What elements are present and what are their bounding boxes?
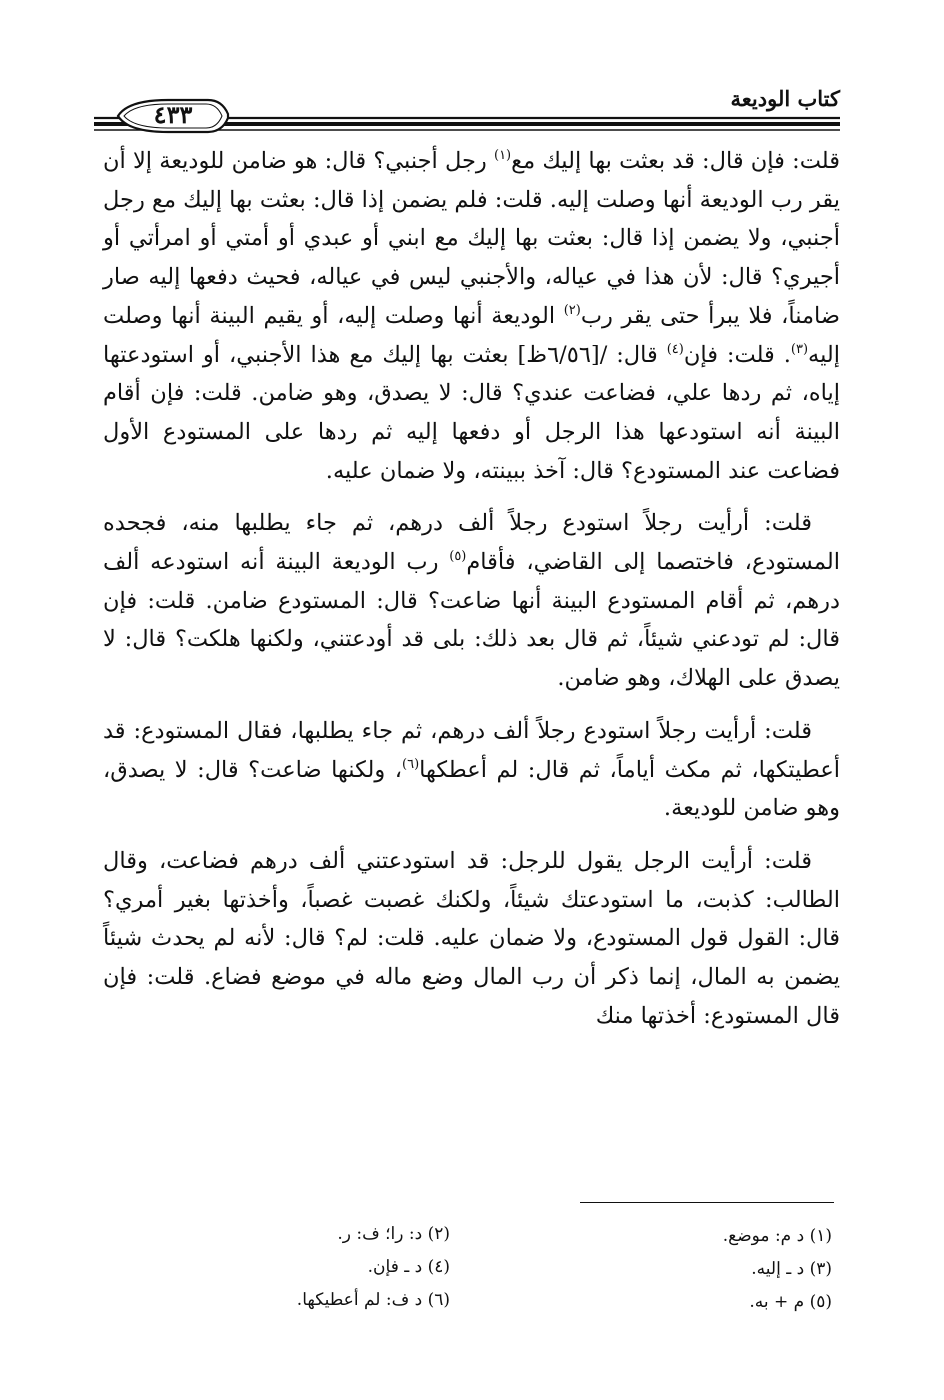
footnote: (٥) م + به.	[749, 1292, 832, 1312]
text-run: الوديعة أنها وصلت إليه، أو يقيم البينة أنها وصلت إليه	[103, 302, 840, 368]
text-run: قال: /[٦/٥٦ظ] بعثت بها إليك مع هذا الأجنبي، أو استودعتها إياه، ثم ردها علي، فضاعت عندي؟ قال: لا يصدق، وهو ضامن. قلت: فإن أقام البينة أنه استودعها هذا الرجل أو دفعها إليه ثم ردها على المستودع الأول فضاعت عند المستودع؟ قال: آخذ ببينته، ولا ضمان عليه.	[103, 341, 840, 484]
text-run: قلت: أرأيت رجلاً استودع رجلاً ألف درهم، ثم جاء يطلبها، فقال المستودع: قد أعطيتكها، ثم مكث أياماً، ثم قال: لم أعطكها	[103, 717, 840, 783]
text-run: رب الوديعة البينة أنه استودعه ألف درهم، ثم أقام المستودع البينة أنها ضاعت؟ قال: المستودع ضامن. قلت: فإن قال: لم تودعني شيئاً، ثم قال بعد ذلك: بلى قد أودعتني، ولكنها هلكت؟ قال: لا يصدق على الهلاك، وهو ضامن.	[103, 549, 840, 692]
text-run: قلت: فإن قال: قد بعثت بها إليك مع	[511, 148, 840, 174]
text-run: . قلت: فإن	[683, 341, 791, 368]
chapter-title: كتاب الوديعة	[730, 86, 840, 111]
footnote: (٢) د: را؛ ف: ر.	[337, 1224, 450, 1244]
text-run: ، ولكنها ضاعت؟ قال: لا يصدق، وهو ضامن للوديعة.	[103, 756, 840, 822]
footnote-marker: (١)	[493, 148, 512, 163]
footnote-marker: (٦)	[402, 756, 420, 772]
footnote-marker: (٣)	[790, 341, 809, 357]
text-run: قلت: أرأيت رجلاً استودع رجلاً ألف درهم، ثم جاء يطلبها منه، فجحده المستودع، فاختصما إلى القاضي، فأقام	[103, 510, 840, 576]
footnote: (٦) د ف: لم أعطيكها.	[296, 1290, 450, 1310]
text-run: رجل أجنبي؟ قال: هو ضامن للوديعة إلا أن يقر رب الوديعة أنها وصلت إليه. قلت: فلم يضمن إذا قال: بعثت بها إليك مع رجل أجنبي، ولا يضمن إذا قال: بعثت بها إليك مع ابني أو عبدي أو أمتي أو امرأتي أو أجيري؟ قال: لأن هذا في عياله، والأجنبي ليس في عياله، فحيث دفعها إليه صار ضامناً، فلا يبرأ حتى يقر رب	[103, 148, 841, 329]
footnotes-left-column	[200, 1218, 450, 1317]
footnote-separator	[580, 1202, 834, 1203]
footnote-marker: (٤)	[666, 341, 684, 357]
footnote-marker: (٥)	[449, 549, 467, 565]
footnote: (٤) د ـ فإن.	[367, 1257, 450, 1277]
footnotes-right-column	[592, 1220, 832, 1319]
footnote: (٣) د ـ إليه.	[751, 1259, 832, 1279]
paragraph	[103, 142, 840, 490]
paragraph	[103, 712, 840, 828]
main-text	[103, 142, 840, 1035]
page-number: ٤٣٣	[153, 99, 193, 129]
footnote-marker: (٢)	[563, 302, 581, 318]
paragraph	[103, 842, 840, 1036]
text-run: قلت: أرأيت الرجل يقول للرجل: قد استودعتني ألف درهم فضاعت، وقال الطالب: كذبت، ما استودعتك شيئاً، ولكنك غصبت غصباً، وأخذتها بغير أمري؟ قال: القول قول المستودع، ولا ضمان عليه. قلت: لم؟ قال: لأنه لم يحدث شيئاً يضمن به المال، إنما ذكر أن رب المال وضع ماله في موضع فضاع. قلت: فإن قال المستودع: أخذتها منك	[103, 847, 840, 1029]
footnote: (١) د م: موضع.	[722, 1226, 832, 1246]
paragraph	[103, 504, 840, 698]
